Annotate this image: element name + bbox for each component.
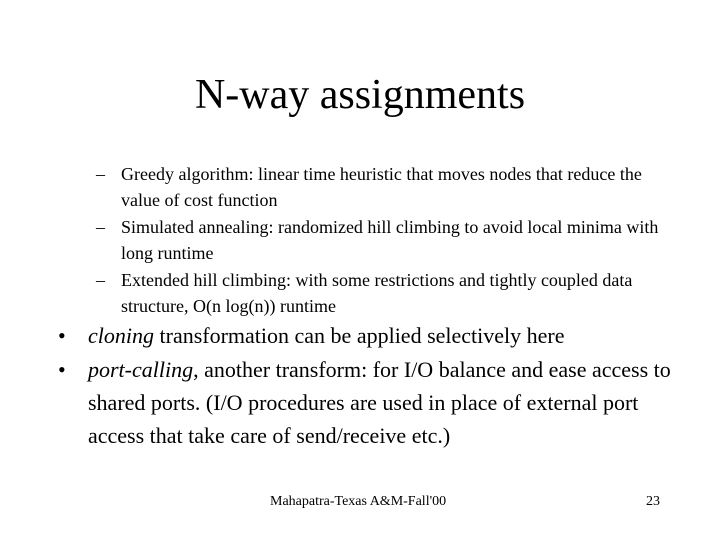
dash-marker: –: [96, 217, 105, 237]
main-bullet-list: [58, 319, 673, 453]
bullet-emphasis: port-calling: [88, 357, 194, 382]
bullet-port-calling: [58, 353, 673, 452]
sub-bullet-text: Extended hill climbing: with some restrictions and tightly coupled data structure, O(n log(n)) runtime: [121, 270, 633, 316]
bullet-emphasis: cloning: [88, 323, 154, 348]
bullet-marker: •: [58, 357, 66, 382]
sub-bullet-text: Greedy algorithm: linear time heuristic that moves nodes that reduce the value of cost function: [121, 164, 642, 210]
page-number: 23: [646, 494, 660, 509]
bullet-marker: •: [58, 323, 66, 348]
sub-bullet-list: [96, 161, 666, 320]
bullet-text: , another transform: for I/O balance and ease access to shared ports. (I/O procedures are used in place of external port access that take care of send/receive etc.): [88, 357, 671, 448]
bullet-text: transformation can be applied selectively here: [154, 323, 565, 348]
bullet-cloning: [58, 319, 673, 352]
slide-footer: Mahapatra-Texas A&M-Fall'00: [270, 494, 447, 509]
sub-bullet-greedy: [96, 161, 666, 213]
slide-title: N-way assignments: [194, 72, 526, 118]
dash-marker: –: [96, 270, 105, 290]
sub-bullet-simulated-annealing: [96, 214, 666, 266]
sub-bullet-extended-hill-climbing: [96, 267, 666, 319]
sub-bullet-text: Simulated annealing: randomized hill climbing to avoid local minima with long runtime: [121, 217, 659, 263]
dash-marker: –: [96, 164, 105, 184]
